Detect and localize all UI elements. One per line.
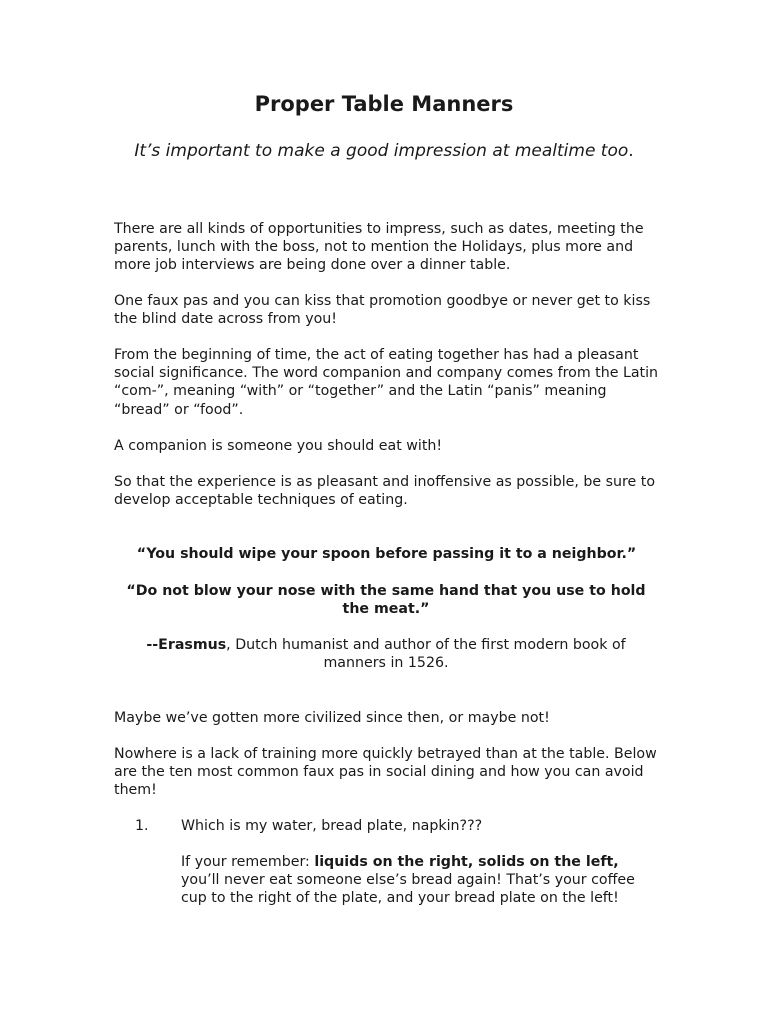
quote-attribution [126, 636, 646, 672]
document-subtitle [120, 139, 648, 163]
detail-suffix: you’ll never eat someone else’s bread again! That’s your coffee cup to the right of the plate, and your bread plate on the left! [181, 872, 635, 907]
quote-spoon: “You should wipe your spoon before passing it to a neighbor.” [136, 546, 637, 562]
detail-prefix: If your remember: [181, 854, 315, 870]
intro-paragraph: There are all kinds of opportunities to impress, such as dates, meeting the parents, lunch with the boss, not to mention the Holidays, plus more and more job interviews are being done over a dinner table. [114, 221, 644, 274]
history-paragraph: From the beginning of time, the act of eating together has had a pleasant social significance. The word companion and company comes from the Latin “com-”, meaning “with” or “together” and the Latin “panis” meaning “bread” or “food”. [114, 347, 659, 418]
document-title: Proper Table Manners [254, 92, 514, 116]
attribution-author: --Erasmus [146, 637, 227, 653]
list-item-detail [181, 853, 659, 908]
attribution-description: , Dutch humanist and author of the first modern book of manners in 1526. [226, 637, 626, 672]
experience-paragraph: So that the experience is as pleasant and inoffensive as possible, be sure to develop acceptable techniques of eating. [114, 474, 656, 509]
detail-emphasis: liquids on the right, solids on the left, [314, 854, 619, 870]
civilized-paragraph: Maybe we’ve gotten more civilized since then, or maybe not! [114, 710, 550, 726]
training-paragraph: Nowhere is a lack of training more quickly betrayed than at the table. Below are the ten most common faux pas in social dining and how you can avoid them! [114, 746, 657, 799]
companion-paragraph: A companion is someone you should eat with! [114, 438, 443, 454]
subtitle-tail: . [628, 141, 634, 161]
list-item-number: 1. [135, 818, 149, 834]
list-item-text: Which is my water, bread plate, napkin??? [181, 818, 483, 834]
subtitle-italic: It’s important to make a good impression at mealtime too [134, 141, 629, 161]
faux-pas-paragraph: One faux pas and you can kiss that promotion goodbye or never get to kiss the blind date across from you! [114, 293, 651, 328]
quote-nose: “Do not blow your nose with the same hand that you use to hold the meat.” [126, 583, 646, 618]
